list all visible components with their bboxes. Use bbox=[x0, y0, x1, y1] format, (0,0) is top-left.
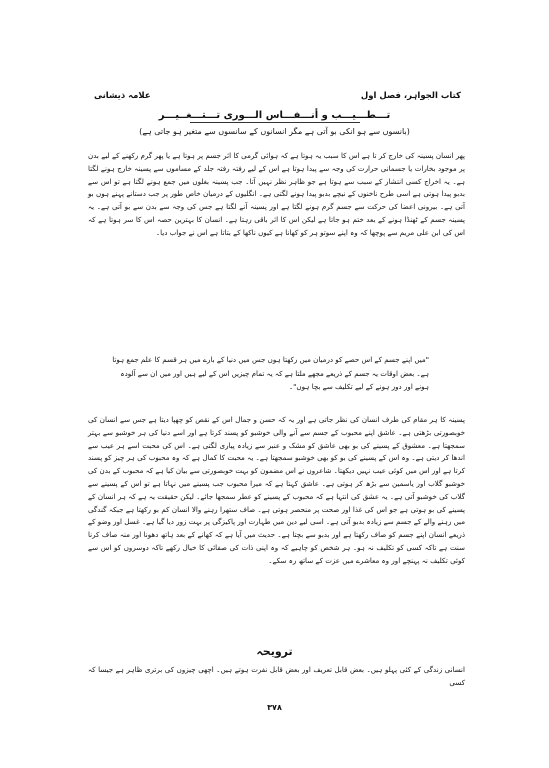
section-title: تـــطـــیـــب و أنـــفـــاس الـــوری تـــتـــغــیـــر bbox=[0, 110, 549, 123]
paragraph-1 bbox=[88, 150, 465, 240]
block-quote-text: "میں اپنے جسم کے اس حصے کو درمیان میں رکھتا ہوں جس میں دنیا کے بارے میں ہر قسم کا علم جمع ہوتا ہے۔ بعض اوقات یہ جسم کے ذریعے مجھے ملتا ہے کہ یہ تمام چیزیں اس کے لیے ہیں اور میں ان سے آلودہ ہونے اور دور ہونے کے لیے تکلیف سے بچا ہوں"۔ bbox=[112, 355, 429, 392]
section-subtitle: (بانسوں سے ہو انکی بو آتی ہے مگر انسانوں کے سانسوں سے متغیر ہو جاتی ہے) bbox=[139, 127, 410, 136]
paragraph-1-text: پھر انسان پسینہ کی خارج کر تا ہے اس کا سبب یہ ہوتا ہے کہ ہوائی گرمی کا اثر جسم پر ہوتا ہے یا پھر گرم رکھنے کے لیے بدن پر موجود بخارات یا جسمانی حرارت کی وجہ سے پیدا ہوتا ہے اس کے لیے رفتہ رفتہ جلد کے مساموں سے پسینہ خارج ہونے لگتا ہے۔ یہ اخراج کسی انتشار کے سبب سے ہوتا ہے جو ظاہر نظر نہیں آتا۔ جب پسینہ بغلوں میں جمع ہونے لگتا ہے تو اس سے بدبو پیدا ہوتی ہے اسی طرح ناخنوں کے نیچے بدبو پیدا ہونے لگتی ہے۔ انگلیوں کے درمیان خاص طور پر جب دستانے پہنے ہوں بو آتی ہے۔ بیرونی اعضا کی حرکت سے جسم گرم ہونے لگتا ہے اور پسینہ آنے لگتا ہے جس کی وجہ سے بدن سے بو آتی ہے۔ یہ پسینہ جسم کے ٹھنڈا ہونے کے بعد ختم ہو جاتا ہے لیکن اس کا اثر باقی رہتا ہے۔ انسان کا بہترین حصہ اس کا سر ہوتا ہے کہ اس کی ابن علی مریم سے پوچھا کہ وہ اپنے سوتو ہر کو کھانا ہے کیوں ناکھا کے بتاتا ہے اس نے جواب دیا۔ bbox=[88, 151, 465, 237]
paragraph-3-text: انسانی زندگی کے کئی پہلو ہیں۔ بعض قابل تعریف اور بعض قابل نفرت ہوتے ہیں۔ اچھی چیزوں کی برتری ظاہر ہے جیسا کہ کسی bbox=[88, 665, 465, 687]
header-book-title: کتاب الجواہر، فصل اول bbox=[360, 91, 461, 101]
title-block bbox=[0, 110, 549, 136]
section-heading: ترویحہ bbox=[256, 645, 293, 658]
page-number: ۳۷۸ bbox=[267, 703, 282, 712]
paragraph-2 bbox=[88, 414, 465, 568]
running-header bbox=[94, 90, 461, 101]
paragraph-3 bbox=[88, 664, 465, 690]
block-quote bbox=[108, 346, 429, 401]
paragraph-2-text: پسینہ کا ہر مقام کی طرف انسان کی نظر جاتی ہے اور یہ کہ حسن و جمال اس کے نقص کو چھپا دیتا ہے جس سے انسان کی خوبصورتی بڑھتی ہے۔ عاشق اپنے محبوب کے جسم سے آنے والی خوشبو کو پسند کرتا ہے اور اسے دنیا کی ہر خوشبو سے بہتر سمجھتا ہے۔ معشوق کے پسینے کی بو بھی عاشق کو مشک و عنبر سے زیادہ پیاری لگتی ہے۔ اس کی محبت اسے ہر عیب سے اندھا کر دیتی ہے۔ وہ اس کے پسینے کی بو کو بھی خوشبو سمجھتا ہے۔ یہ محبت کا کمال ہے کہ وہ محبوب کی ہر چیز کو پسند کرتا ہے اور اس میں کوئی عیب نہیں دیکھتا۔ شاعروں نے اس مضمون کو بہت خوبصورتی سے بیان کیا ہے کہ محبوب کے بدن کی خوشبو گلاب اور یاسمین سے بڑھ کر ہوتی ہے۔ عاشق کہتا ہے کہ میرا محبوب جب پسینے میں نہاتا ہے تو اس کے پسینے سے گلاب کی خوشبو آتی ہے۔ یہ عشق کی انتہا ہے کہ محبوب کے پسینے کو عطر سمجھا جائے۔ لیکن حقیقت یہ ہے کہ ہر انسان کے پسینے کی بو ہوتی ہے جو اس کی غذا اور صحت پر منحصر ہوتی ہے۔ صاف ستھرا رہنے والا انسان کم بو رکھتا ہے جبکہ گندگی میں رہنے والے کے جسم سے زیادہ بدبو آتی ہے۔ اسی لیے دین میں طہارت اور پاکیزگی پر بہت زور دیا گیا ہے۔ غسل اور وضو کے ذریعے انسان اپنے جسم کو صاف رکھتا ہے اور بدبو سے بچتا ہے۔ حدیث میں آیا ہے کہ کھانے کے بعد ہاتھ دھونا اور منہ صاف کرنا سنت ہے تاکہ کسی کو تکلیف نہ ہو۔ ہر شخص کو چاہیے کہ وہ اپنی ذات کی صفائی کا خیال رکھے تاکہ دوسروں کو اس سے کوئی تکلیف نہ پہنچے اور وہ معاشرے میں عزت کے ساتھ رہ سکے۔ bbox=[88, 415, 465, 565]
header-author: علامہ ذیشانی bbox=[94, 91, 151, 101]
